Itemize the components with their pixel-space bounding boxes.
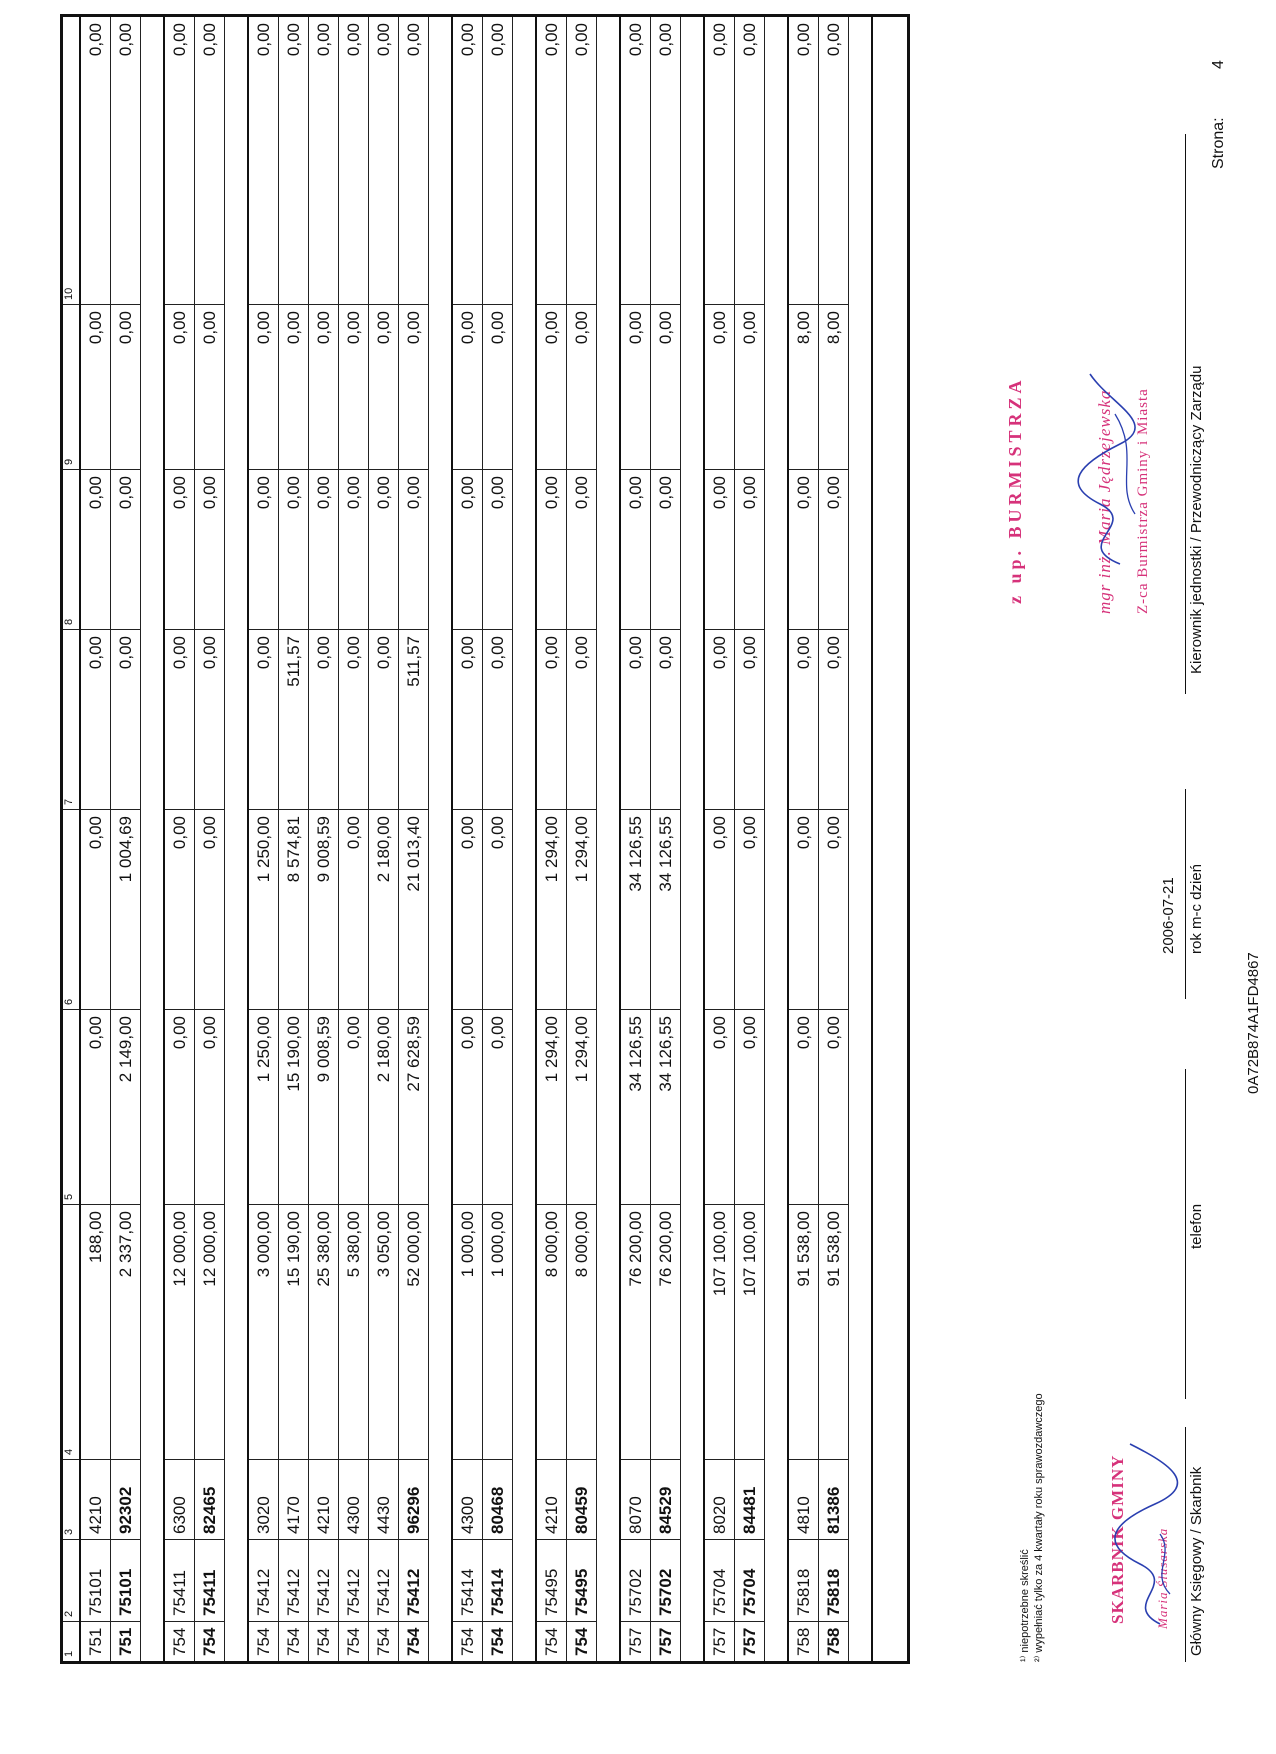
cell-rozdzial: 75818 [789,1539,818,1621]
cell-c6: 1 250,00 [249,809,278,1009]
cell-c7: 0,00 [111,629,140,809]
table-row [621,17,651,1661]
cell-c8: 0,00 [249,469,278,629]
cell-c8: 0,00 [81,469,110,629]
cell-c7: 0,00 [483,629,512,809]
cell-rozdzial: 75495 [567,1539,596,1621]
cell-c7: 0,00 [735,629,764,809]
cell-c10: 0,00 [625,23,645,57]
cell-c9: 0,00 [111,304,140,469]
cell-dzial: 754 [483,1621,512,1661]
cell-c6: 0,00 [195,809,224,1009]
cell-c4: 76 200,00 [621,1204,650,1459]
cell-c4: 3 000,00 [249,1204,278,1459]
column-number-header [63,17,81,1661]
cell-c4: 188,00 [81,1204,110,1459]
document-code: 0A72B874A1FD4867 [1245,952,1262,1094]
cell-rozdzial: 75412 [339,1539,368,1621]
cell-dzial: 754 [195,1621,224,1661]
cell-c8: 0,00 [537,469,566,629]
cell-c10: 0,00 [823,23,843,57]
column-number: 6 [63,809,79,1009]
treasurer-signature [1100,1424,1190,1644]
cell-c4: 15 190,00 [279,1204,308,1459]
cell-c5: 0,00 [819,1009,848,1204]
cell-rozdzial: 75702 [651,1539,680,1621]
cell-c10: 0,00 [487,23,507,57]
group-separator [141,17,165,1661]
cell-c5: 0,00 [339,1009,368,1204]
cell-c9: 0,00 [483,304,512,469]
cell-dzial: 754 [249,1621,278,1661]
table-row [705,17,735,1661]
cell-c7: 0,00 [453,629,482,809]
cell-c7: 0,00 [537,629,566,809]
cell-c6: 0,00 [819,809,848,1009]
cell-rozdzial: 75101 [111,1539,140,1621]
cell-rozdzial: 75414 [453,1539,482,1621]
cell-c6: 34 126,55 [621,809,650,1009]
cell-c9: 8,00 [819,304,848,469]
cell-rozdzial: 75412 [369,1539,398,1621]
treasurer-signature-line [1185,1427,1186,1662]
cell-c10: 0,00 [253,23,273,57]
cell-paragraf: 3020 [249,1459,278,1539]
cell-dzial: 757 [621,1621,650,1661]
cell-dzial: 758 [789,1621,818,1661]
mayor-stamp-name: mgr inż. Maria Jędrzejewska [1095,389,1114,614]
cell-c8: 0,00 [339,469,368,629]
column-number: 9 [63,304,79,469]
cell-c8: 0,00 [483,469,512,629]
mayor-signature [1060,354,1150,574]
phone-label: telefon [1188,1203,1205,1249]
cell-c4: 5 380,00 [339,1204,368,1459]
subtotal-row [567,17,597,1661]
mayor-signature-line [1185,134,1186,694]
cell-rozdzial: 75495 [537,1539,566,1621]
cell-c4: 91 538,00 [819,1204,848,1459]
cell-dzial: 751 [81,1621,110,1661]
cell-c9: 0,00 [81,304,110,469]
group-separator [681,17,705,1661]
cell-c10: 0,00 [115,23,135,57]
mayor-stamp-role: Z-ca Burmistrza Gminy i Miasta [1135,388,1151,614]
cell-dzial: 754 [165,1621,194,1661]
cell-c8: 0,00 [705,469,734,629]
cell-c6: 0,00 [735,809,764,1009]
footnote-2: ²⁾ wypełniać tylko za 4 kwartały roku sprawozdawczego [1033,1393,1045,1662]
cell-c10: 0,00 [313,23,333,57]
cell-c6: 21 013,40 [399,809,428,1009]
cell-dzial: 754 [399,1621,428,1661]
cell-dzial: 754 [309,1621,338,1661]
budget-table [60,14,910,1664]
subtotal-row [111,17,141,1661]
cell-c6: 0,00 [81,809,110,1009]
cell-c9: 0,00 [399,304,428,469]
column-number: 1 [63,1621,79,1661]
cell-c9: 0,00 [339,304,368,469]
cell-c5: 2 149,00 [111,1009,140,1204]
cell-c10: 0,00 [373,23,393,57]
cell-c7: 511,57 [279,629,308,809]
table-row [279,17,309,1661]
cell-c6: 0,00 [705,809,734,1009]
cell-c9: 0,00 [651,304,680,469]
cell-rozdzial: 75414 [483,1539,512,1621]
cell-c4: 52 000,00 [399,1204,428,1459]
cell-dzial: 751 [111,1621,140,1661]
cell-c8: 0,00 [567,469,596,629]
cell-c10: 0,00 [655,23,675,57]
cell-c10: 0,00 [199,23,219,57]
cell-c5: 0,00 [81,1009,110,1204]
treasurer-label: Główny Księgowy / Skarbnik [1188,1466,1205,1656]
cell-c10: 0,00 [283,23,303,57]
column-number: 3 [63,1459,79,1539]
report-date: 2006-07-21 [1160,877,1177,954]
cell-paragraf: 4170 [279,1459,308,1539]
cell-rozdzial: 75704 [705,1539,734,1621]
cell-c10: 0,00 [709,23,729,57]
cell-c10: 0,00 [739,23,759,57]
cell-c6: 1 294,00 [537,809,566,1009]
column-number: 10 [63,287,75,300]
cell-c4: 8 000,00 [537,1204,566,1459]
table-row [309,17,339,1661]
table-row [249,17,279,1661]
cell-c5: 9 008,59 [309,1009,338,1204]
cell-c5: 0,00 [195,1009,224,1204]
cell-c10: 0,00 [169,23,189,57]
cell-rozdzial: 75411 [165,1539,194,1621]
cell-c4: 12 000,00 [165,1204,194,1459]
date-line [1185,789,1186,999]
cell-rozdzial: 75412 [399,1539,428,1621]
table-row [369,17,399,1661]
subtotal-row [819,17,849,1661]
cell-rozdzial: 75818 [819,1539,848,1621]
cell-dzial: 754 [339,1621,368,1661]
cell-c7: 0,00 [819,629,848,809]
subtotal-row [399,17,429,1661]
cell-c9: 0,00 [279,304,308,469]
column-number: 5 [63,1009,79,1204]
cell-c4: 107 100,00 [705,1204,734,1459]
page-number-label: Strona: [1210,117,1227,169]
cell-paragraf: 4810 [789,1459,818,1539]
cell-c8: 0,00 [819,469,848,629]
cell-paragraf: 4210 [537,1459,566,1539]
cell-c10: 0,00 [541,23,561,57]
group-separator [849,17,873,1661]
cell-c5: 1 250,00 [249,1009,278,1204]
cell-c4: 25 380,00 [309,1204,338,1459]
treasurer-stamp-name: Maria Ślusarska [1155,1527,1170,1629]
cell-c9: 0,00 [165,304,194,469]
cell-dzial: 758 [819,1621,848,1661]
cell-paragraf: 80459 [567,1459,596,1539]
cell-rozdzial: 75101 [81,1539,110,1621]
table-row [81,17,111,1661]
cell-c7: 0,00 [339,629,368,809]
cell-c6: 0,00 [165,809,194,1009]
cell-c6: 0,00 [339,809,368,1009]
cell-paragraf: 84529 [651,1459,680,1539]
cell-c10: 0,00 [85,23,105,57]
mayor-stamp: z up. BURMISTRZA [1005,376,1025,604]
cell-c5: 0,00 [789,1009,818,1204]
cell-c4: 8 000,00 [567,1204,596,1459]
cell-c8: 0,00 [309,469,338,629]
cell-c5: 0,00 [735,1009,764,1204]
cell-c6: 34 126,55 [651,809,680,1009]
cell-paragraf: 4300 [339,1459,368,1539]
cell-c5: 1 294,00 [537,1009,566,1204]
cell-c7: 0,00 [195,629,224,809]
column-number: 4 [63,1204,79,1459]
cell-c8: 0,00 [399,469,428,629]
group-separator [765,17,789,1661]
date-label: rok m-c dzień [1188,863,1205,954]
cell-c6: 0,00 [483,809,512,1009]
cell-c5: 2 180,00 [369,1009,398,1204]
cell-paragraf: 81386 [819,1459,848,1539]
column-number: 2 [63,1539,79,1621]
group-separator [513,17,537,1661]
cell-c7: 0,00 [789,629,818,809]
group-separator [597,17,621,1661]
cell-rozdzial: 75704 [735,1539,764,1621]
cell-c7: 0,00 [165,629,194,809]
cell-dzial: 757 [735,1621,764,1661]
cell-c9: 0,00 [735,304,764,469]
cell-c7: 0,00 [249,629,278,809]
cell-c9: 0,00 [621,304,650,469]
cell-c9: 0,00 [369,304,398,469]
subtotal-row [735,17,765,1661]
cell-c9: 0,00 [453,304,482,469]
cell-c8: 0,00 [789,469,818,629]
cell-rozdzial: 75702 [621,1539,650,1621]
cell-c6: 0,00 [453,809,482,1009]
cell-c4: 2 337,00 [111,1204,140,1459]
cell-c4: 91 538,00 [789,1204,818,1459]
cell-c7: 0,00 [369,629,398,809]
cell-c4: 12 000,00 [195,1204,224,1459]
cell-c8: 0,00 [369,469,398,629]
cell-c8: 0,00 [651,469,680,629]
cell-c9: 0,00 [249,304,278,469]
table-body [81,17,873,1661]
cell-c10: 0,00 [343,23,363,57]
cell-c5: 1 294,00 [567,1009,596,1204]
cell-dzial: 757 [651,1621,680,1661]
page-number-value: 4 [1210,60,1227,69]
cell-paragraf: 82465 [195,1459,224,1539]
cell-c9: 0,00 [309,304,338,469]
cell-c6: 0,00 [789,809,818,1009]
group-separator [225,17,249,1661]
cell-paragraf: 4430 [369,1459,398,1539]
cell-paragraf: 4210 [309,1459,338,1539]
cell-c5: 0,00 [705,1009,734,1204]
cell-c4: 1 000,00 [453,1204,482,1459]
cell-c4: 1 000,00 [483,1204,512,1459]
cell-c5: 0,00 [165,1009,194,1204]
treasurer-stamp: SKARBNIK GMINY [1108,1454,1127,1624]
cell-c5: 15 190,00 [279,1009,308,1204]
cell-c10: 0,00 [793,23,813,57]
cell-paragraf: 96296 [399,1459,428,1539]
group-separator [429,17,453,1661]
cell-c6: 1 004,69 [111,809,140,1009]
cell-c5: 34 126,55 [621,1009,650,1204]
cell-c6: 1 294,00 [567,809,596,1009]
cell-c8: 0,00 [621,469,650,629]
cell-c7: 0,00 [705,629,734,809]
subtotal-row [483,17,513,1661]
cell-paragraf: 80468 [483,1459,512,1539]
cell-c8: 0,00 [195,469,224,629]
cell-dzial: 754 [453,1621,482,1661]
cell-c5: 27 628,59 [399,1009,428,1204]
cell-dzial: 754 [369,1621,398,1661]
table-row [339,17,369,1661]
subtotal-row [195,17,225,1661]
cell-rozdzial: 75412 [249,1539,278,1621]
cell-c10: 0,00 [571,23,591,57]
cell-c8: 0,00 [279,469,308,629]
table-row [537,17,567,1661]
cell-dzial: 754 [279,1621,308,1661]
cell-c7: 0,00 [309,629,338,809]
cell-c6: 2 180,00 [369,809,398,1009]
cell-rozdzial: 75412 [279,1539,308,1621]
cell-paragraf: 4300 [453,1459,482,1539]
cell-c5: 0,00 [453,1009,482,1204]
cell-c8: 0,00 [735,469,764,629]
cell-paragraf: 4210 [81,1459,110,1539]
cell-c5: 34 126,55 [651,1009,680,1204]
cell-c4: 3 050,00 [369,1204,398,1459]
cell-c9: 0,00 [537,304,566,469]
column-number: 7 [63,629,79,809]
cell-c7: 0,00 [81,629,110,809]
cell-c9: 0,00 [195,304,224,469]
phone-line [1185,1069,1186,1399]
cell-c7: 0,00 [567,629,596,809]
subtotal-row [651,17,681,1661]
table-row [453,17,483,1661]
cell-c10: 0,00 [457,23,477,57]
mayor-label: Kierownik jednostki / Przewodniczący Zarządu [1188,365,1205,674]
cell-paragraf: 6300 [165,1459,194,1539]
cell-c8: 0,00 [453,469,482,629]
cell-c7: 0,00 [651,629,680,809]
cell-c4: 76 200,00 [651,1204,680,1459]
column-number: 8 [63,469,79,629]
cell-rozdzial: 75412 [309,1539,338,1621]
cell-c7: 511,57 [399,629,428,809]
cell-c9: 8,00 [789,304,818,469]
cell-paragraf: 92302 [111,1459,140,1539]
cell-c9: 0,00 [705,304,734,469]
cell-dzial: 754 [567,1621,596,1661]
cell-dzial: 757 [705,1621,734,1661]
cell-c7: 0,00 [621,629,650,809]
cell-c6: 9 008,59 [309,809,338,1009]
cell-c9: 0,00 [567,304,596,469]
cell-rozdzial: 75411 [195,1539,224,1621]
cell-paragraf: 8070 [621,1459,650,1539]
cell-c8: 0,00 [111,469,140,629]
cell-c8: 0,00 [165,469,194,629]
table-row [789,17,819,1661]
cell-c6: 8 574,81 [279,809,308,1009]
cell-dzial: 754 [537,1621,566,1661]
table-row [165,17,195,1661]
cell-c4: 107 100,00 [735,1204,764,1459]
cell-paragraf: 8020 [705,1459,734,1539]
footnote-1: ¹⁾ niepotrzebne skreślić [1019,1549,1031,1662]
cell-c5: 0,00 [483,1009,512,1204]
cell-paragraf: 84481 [735,1459,764,1539]
cell-c10: 0,00 [403,23,423,57]
